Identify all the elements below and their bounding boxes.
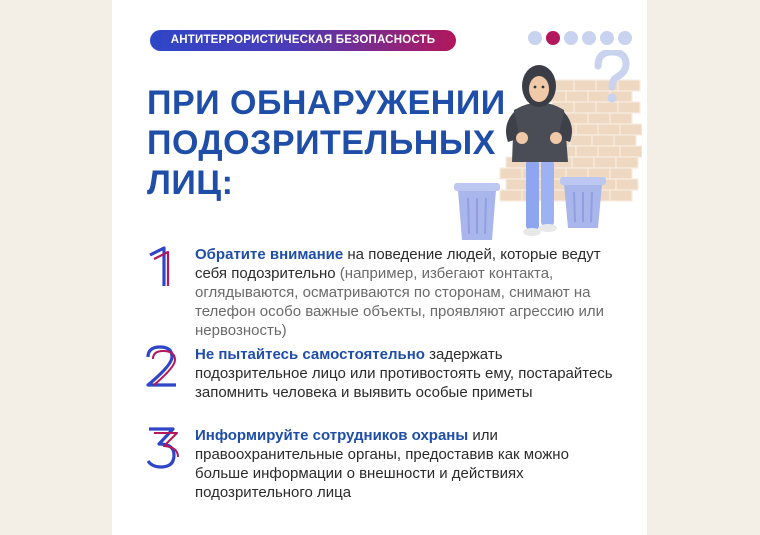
number-2-icon: [144, 345, 184, 389]
suspicious-person-illustration: [452, 50, 642, 245]
info-card: [112, 0, 647, 535]
title-line-1: ПРИ ОБНАРУЖЕНИИ: [147, 84, 506, 122]
page-dot-4[interactable]: [582, 31, 596, 45]
number-1-icon: [144, 245, 184, 289]
item-text: Информируйте сотрудников охраны или правоохранительные органы, предоставив как можно больше информации о внешности и действиях подозрительного лица: [195, 427, 569, 501]
page-dot-5[interactable]: [600, 31, 614, 45]
page-dot-1[interactable]: [528, 31, 542, 45]
page-dot-6[interactable]: [618, 31, 632, 45]
item-text: Не пытайтесь самостоятельно задержать подозрительное лицо или противостоять ему, постарайтесь запомнить человека и выявить особые приметы: [195, 346, 613, 401]
number-3-icon: [144, 426, 184, 470]
page-dot-2[interactable]: [546, 31, 560, 45]
item-text: Обратите внимание на поведение людей, которые ведут себя подозрительно (например, избегают контакта, оглядываются, осматриваются по сторонам, снимают на телефон особо важные объекты, проявляют агрессию или нервозность): [195, 246, 605, 339]
trash-bin-icon: [454, 183, 500, 240]
category-badge: АНТИТЕРРОРИСТИЧЕСКАЯ БЕЗОПАСНОСТЬ: [150, 30, 456, 51]
page-dot-3[interactable]: [564, 31, 578, 45]
title-line-2: ПОДОЗРИТЕЛЬНЫХ: [147, 124, 496, 162]
page-indicator: [528, 31, 632, 45]
title-line-3: ЛИЦ:: [147, 164, 234, 202]
trash-bin-icon: [560, 177, 606, 228]
